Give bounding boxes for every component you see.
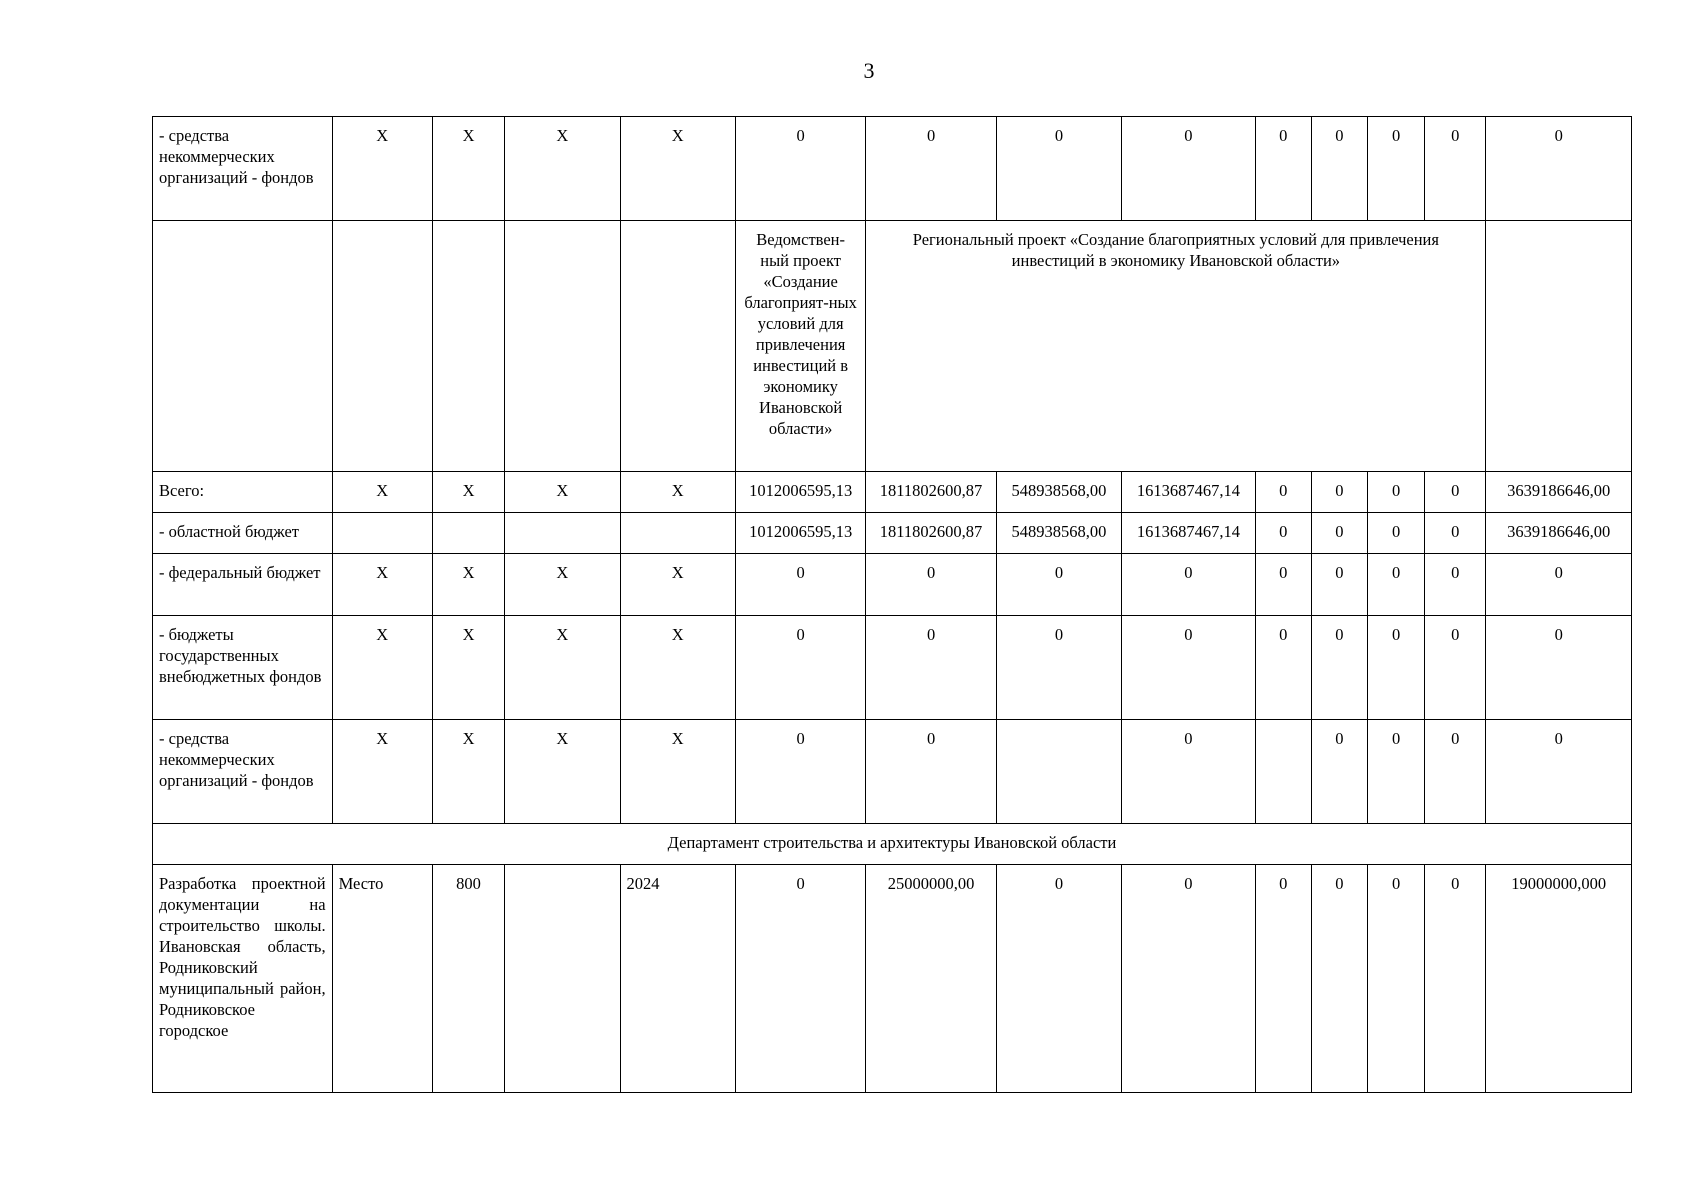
- cell: 0: [1425, 554, 1486, 616]
- cell: 1613687467,14: [1122, 472, 1255, 513]
- cell: 1811802600,87: [866, 472, 996, 513]
- cell: [505, 513, 620, 554]
- cell: 0: [866, 616, 996, 720]
- page-number: 3: [863, 58, 875, 83]
- cell: 548938568,00: [996, 472, 1121, 513]
- cell: 0: [1486, 117, 1632, 221]
- row-label: - средства некоммерческих организаций - фондов: [153, 117, 333, 221]
- cell: 3639186646,00: [1486, 472, 1632, 513]
- cell: 0: [1368, 720, 1425, 824]
- cell: 0: [1311, 554, 1367, 616]
- cell: [620, 221, 735, 472]
- cell: 0: [1122, 554, 1255, 616]
- cell: [332, 513, 432, 554]
- table-row: [153, 616, 1632, 720]
- table-row: [153, 221, 1632, 472]
- cell: 0: [996, 865, 1121, 1093]
- cell: 0: [866, 554, 996, 616]
- regional-project-title: Региональный проект «Создание благоприятных условий для привлечения инвестиций в экономику Ивановской области»: [866, 221, 1486, 472]
- cell: X: [620, 616, 735, 720]
- cell: 0: [1311, 720, 1367, 824]
- cell: X: [620, 117, 735, 221]
- cell: 0: [735, 865, 865, 1093]
- cell: [332, 221, 432, 472]
- cell: 0: [1122, 720, 1255, 824]
- cell: 0: [1255, 554, 1311, 616]
- cell: X: [332, 616, 432, 720]
- cell: [153, 221, 333, 472]
- cell: 0: [1311, 513, 1367, 554]
- cell: Место: [332, 865, 432, 1093]
- cell: X: [332, 720, 432, 824]
- cell: [1255, 720, 1311, 824]
- table-row: [153, 117, 1632, 221]
- cell: 19000000,000: [1486, 865, 1632, 1093]
- cell: 0: [1425, 117, 1486, 221]
- cell: 0: [1311, 472, 1367, 513]
- cell: 0: [996, 616, 1121, 720]
- cell: X: [432, 472, 504, 513]
- row-label: - областной бюджет: [153, 513, 333, 554]
- cell: X: [505, 472, 620, 513]
- table-row: [153, 720, 1632, 824]
- cell: 0: [1486, 720, 1632, 824]
- cell: X: [432, 616, 504, 720]
- cell: 0: [1486, 616, 1632, 720]
- cell: X: [432, 720, 504, 824]
- cell: 0: [1311, 117, 1367, 221]
- cell: X: [332, 472, 432, 513]
- cell: 0: [1368, 554, 1425, 616]
- row-label: - федеральный бюджет: [153, 554, 333, 616]
- cell: 0: [735, 117, 865, 221]
- cell: 3639186646,00: [1486, 513, 1632, 554]
- cell: 1012006595,13: [735, 513, 865, 554]
- cell: 0: [866, 117, 996, 221]
- department-heading: Департамент строительства и архитектуры Ивановской области: [153, 824, 1632, 865]
- cell: 0: [1122, 616, 1255, 720]
- cell: 0: [1425, 513, 1486, 554]
- cell: X: [505, 117, 620, 221]
- cell: 0: [735, 554, 865, 616]
- cell: [505, 221, 620, 472]
- cell: 0: [1368, 865, 1425, 1093]
- row-label: - средства некоммерческих организаций - фондов: [153, 720, 333, 824]
- cell: 0: [1311, 865, 1367, 1093]
- cell: 0: [735, 720, 865, 824]
- cell: 0: [1311, 616, 1367, 720]
- table-row: [153, 865, 1632, 1093]
- cell: 0: [1122, 117, 1255, 221]
- cell: 1811802600,87: [866, 513, 996, 554]
- cell: 800: [432, 865, 504, 1093]
- cell: 0: [996, 554, 1121, 616]
- cell: [1486, 221, 1632, 472]
- cell: 0: [866, 720, 996, 824]
- cell: X: [332, 554, 432, 616]
- cell: X: [432, 554, 504, 616]
- table-row: [153, 824, 1632, 865]
- cell: 0: [735, 616, 865, 720]
- cell: 0: [1425, 865, 1486, 1093]
- cell: 0: [996, 117, 1121, 221]
- row-label: Всего:: [153, 472, 333, 513]
- cell: 1012006595,13: [735, 472, 865, 513]
- departmental-project-title: Ведомствен-ный проект «Создание благоприят-ных условий для привлечения инвестиций в экономику Ивановской области»: [735, 221, 865, 472]
- cell: [996, 720, 1121, 824]
- cell: [432, 221, 504, 472]
- table-row: [153, 513, 1632, 554]
- cell: 0: [1255, 117, 1311, 221]
- table-row: [153, 554, 1632, 616]
- cell: 0: [1486, 554, 1632, 616]
- cell: X: [620, 554, 735, 616]
- cell: 0: [1255, 472, 1311, 513]
- cell: X: [620, 472, 735, 513]
- cell: X: [505, 616, 620, 720]
- cell: [505, 865, 620, 1093]
- row-label: - бюджеты государственных внебюджетных фондов: [153, 616, 333, 720]
- cell: 1613687467,14: [1122, 513, 1255, 554]
- cell: 0: [1255, 865, 1311, 1093]
- cell: 0: [1368, 117, 1425, 221]
- cell: 0: [1368, 616, 1425, 720]
- cell: X: [620, 720, 735, 824]
- row-label: Разработка проектной документации на строительство школы. Ивановская область, Родниковский муниципальный район, Родниковское городское: [153, 865, 333, 1093]
- cell: X: [432, 117, 504, 221]
- cell: 2024: [620, 865, 735, 1093]
- cell: 0: [1122, 865, 1255, 1093]
- cell: 0: [1425, 472, 1486, 513]
- financing-table: [152, 116, 1632, 1093]
- cell: 0: [1255, 616, 1311, 720]
- cell: 0: [1368, 513, 1425, 554]
- cell: 548938568,00: [996, 513, 1121, 554]
- cell: [432, 513, 504, 554]
- cell: [620, 513, 735, 554]
- cell: 25000000,00: [866, 865, 996, 1093]
- cell: 0: [1425, 720, 1486, 824]
- cell: 0: [1425, 616, 1486, 720]
- cell: X: [332, 117, 432, 221]
- cell: 0: [1368, 472, 1425, 513]
- cell: X: [505, 720, 620, 824]
- table-row: [153, 472, 1632, 513]
- cell: X: [505, 554, 620, 616]
- cell: 0: [1255, 513, 1311, 554]
